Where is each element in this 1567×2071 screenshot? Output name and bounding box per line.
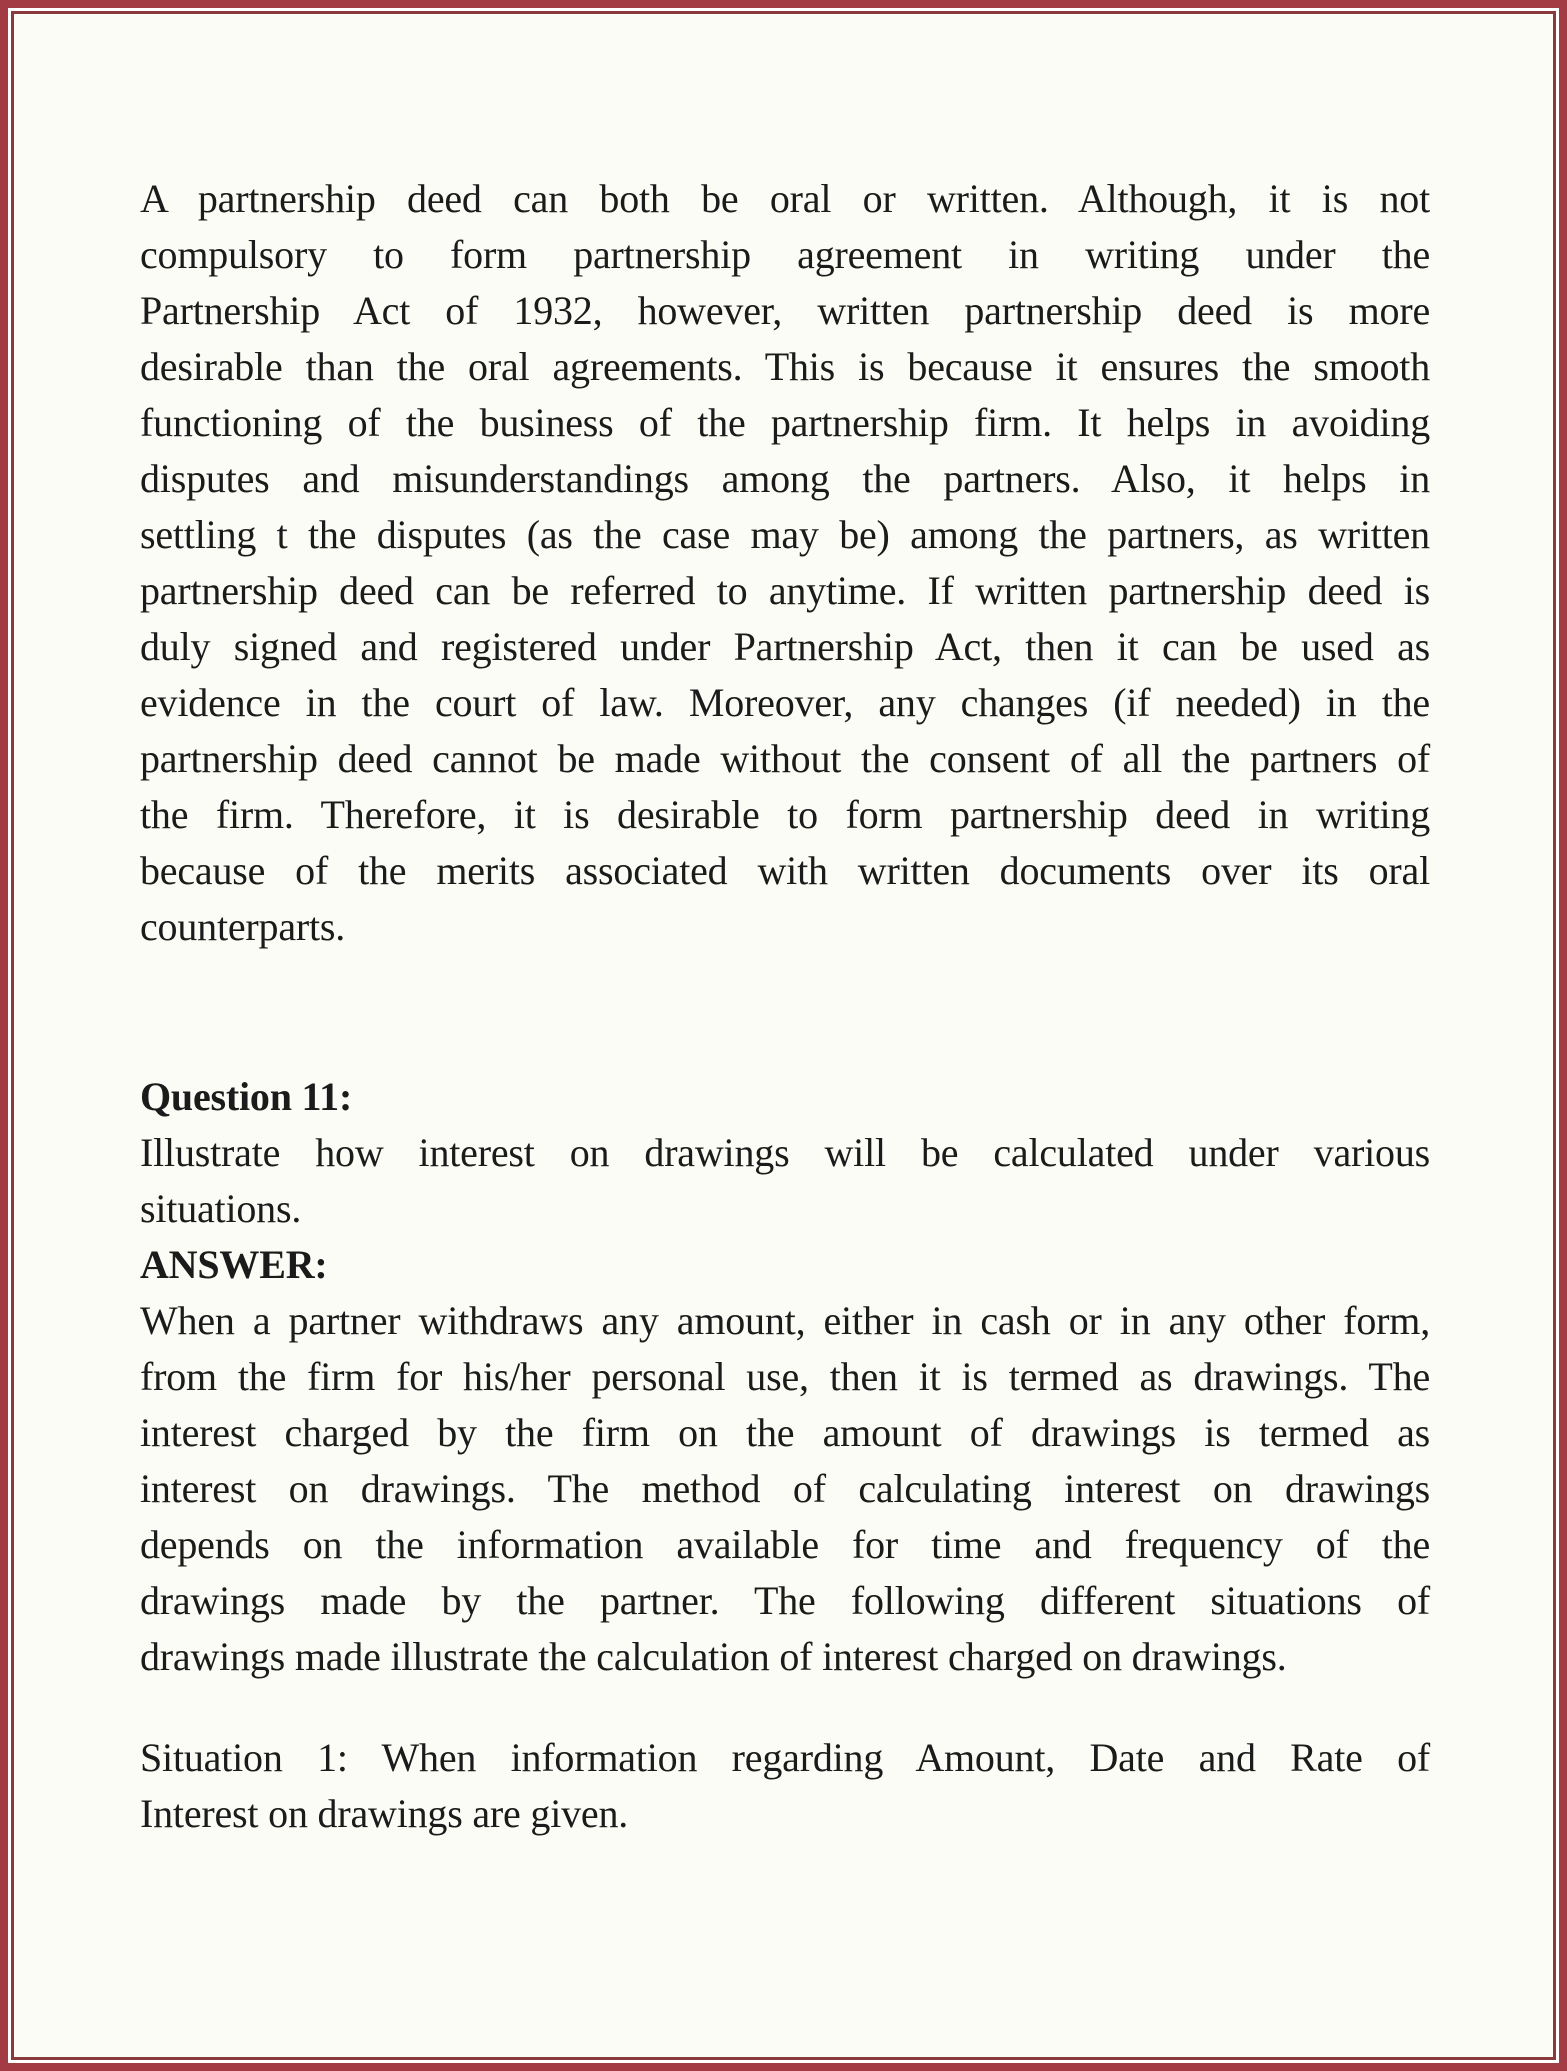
text-line: duly signed and registered under Partnership Act, then it can be used as bbox=[140, 624, 1430, 669]
answer-text-line: drawings made illustrate the calculation of interest charged on drawings. bbox=[140, 1634, 1287, 1679]
text-line: settling t the disputes (as the case may be) among the partners, as written bbox=[140, 512, 1430, 557]
answer-block bbox=[140, 1237, 1430, 1685]
text-line: partnership deed can be referred to anytime. If written partnership deed is bbox=[140, 568, 1430, 613]
text-line: counterparts. bbox=[140, 904, 346, 949]
answer-text-line: When a partner withdraws any amount, either in cash or in any other form, bbox=[140, 1298, 1430, 1343]
situation-text-line: Situation 1: When information regarding Amount, Date and Rate of bbox=[140, 1735, 1430, 1780]
answer-text-line: interest on drawings. The method of calculating interest on drawings bbox=[140, 1466, 1430, 1511]
text-line: functioning of the business of the partnership firm. It helps in avoiding bbox=[140, 400, 1430, 445]
question-heading: Question 11: bbox=[140, 1074, 353, 1119]
text-line: Partnership Act of 1932, however, written partnership deed is more bbox=[140, 288, 1430, 333]
question-block bbox=[140, 1069, 1430, 1237]
answer-heading: ANSWER: bbox=[140, 1242, 328, 1287]
text-line: disputes and misunderstandings among the partners. Also, it helps in bbox=[140, 456, 1430, 501]
document-page bbox=[140, 171, 1430, 1842]
text-line: the firm. Therefore, it is desirable to form partnership deed in writing bbox=[140, 792, 1430, 837]
intro-paragraph bbox=[140, 171, 1430, 955]
text-line: A partnership deed can both be oral or written. Although, it is not bbox=[140, 176, 1430, 221]
answer-text-line: from the firm for his/her personal use, then it is termed as drawings. The bbox=[140, 1354, 1430, 1399]
situation-block bbox=[140, 1730, 1430, 1842]
answer-text-line: drawings made by the partner. The following different situations of bbox=[140, 1578, 1430, 1623]
situation-text-line: Interest on drawings are given. bbox=[140, 1791, 629, 1836]
text-line: compulsory to form partnership agreement in writing under the bbox=[140, 232, 1430, 277]
text-line: desirable than the oral agreements. This is because it ensures the smooth bbox=[140, 344, 1430, 389]
text-line: partnership deed cannot be made without the consent of all the partners of bbox=[140, 736, 1430, 781]
text-line: because of the merits associated with written documents over its oral bbox=[140, 848, 1430, 893]
text-line: evidence in the court of law. Moreover, any changes (if needed) in the bbox=[140, 680, 1430, 725]
answer-text-line: depends on the information available for time and frequency of the bbox=[140, 1522, 1430, 1567]
question-text-line: Illustrate how interest on drawings will be calculated under various bbox=[140, 1130, 1430, 1175]
answer-text-line: interest charged by the firm on the amount of drawings is termed as bbox=[140, 1410, 1430, 1455]
question-text-line: situations. bbox=[140, 1186, 302, 1231]
